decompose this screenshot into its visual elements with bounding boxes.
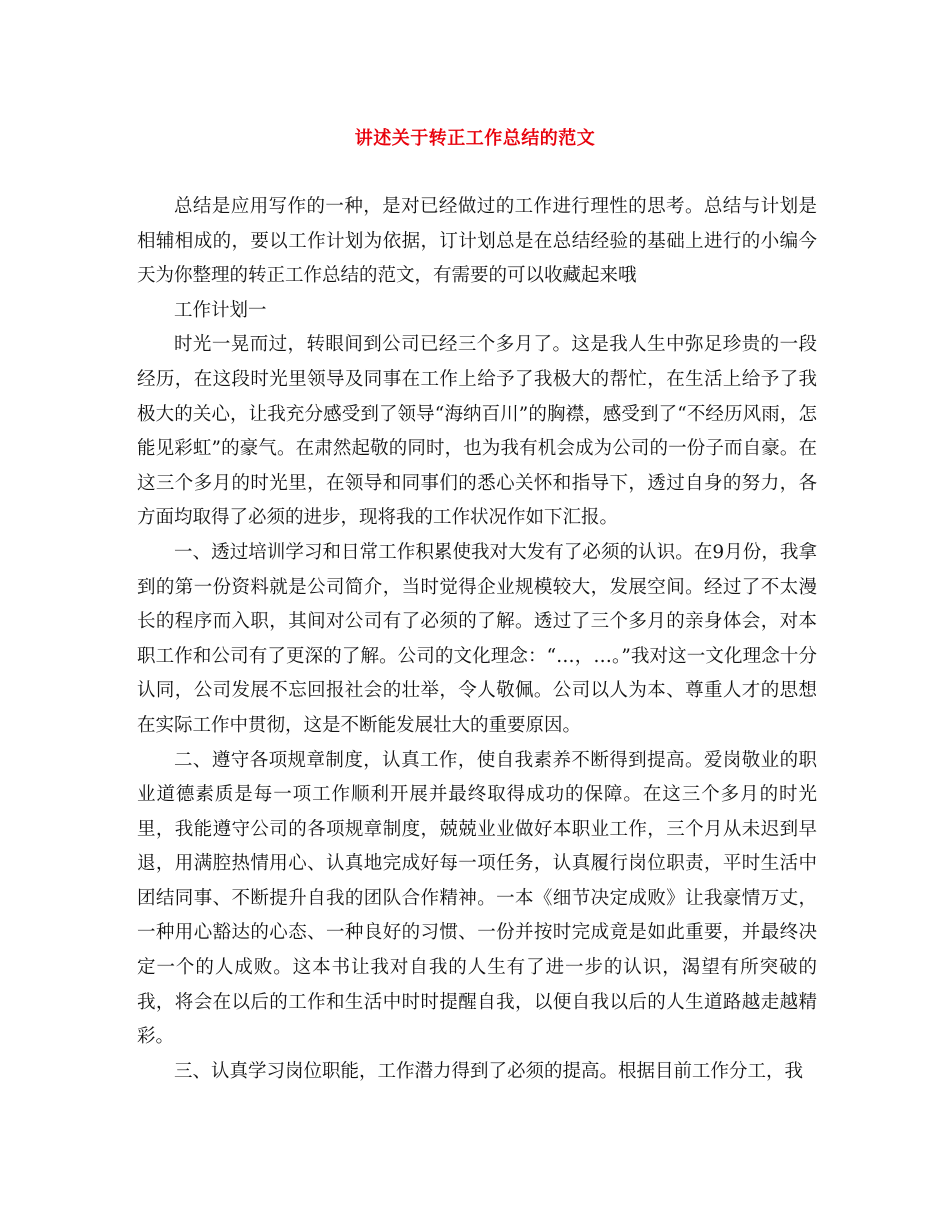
- body-paragraph: 三、认真学习岗位职能，工作潜力得到了必须的提高。根据目前工作分工，我: [174, 1060, 804, 1082]
- section-heading: 工作计划一: [174, 299, 267, 321]
- body-paragraph: 时光一晃而过，转眼间到公司已经三个多月了。这是我人生中弥足珍贵的一段经历，在这段时光里领导及同事在工作上给予了我极大的帮忙，在生活上给予了我极大的关心，让我充分感受到了领导“海纳百川”的胸襟，感受到了“不经历风雨，怎能见彩虹”的豪气。在肃然起敬的同时，也为我有机会成为公司的一份子而自豪。在这三个多月的时光里，在领导和同事们的悉心关怀和指导下，透过自身的努力，各方面均取得了必须的进步，现将我的工作状况作如下汇报。: [137, 334, 817, 529]
- body-paragraph: 一、透过培训学习和日常工作积累使我对大发有了必须的认识。在9月份，我拿到的第一份资料就是公司简介，当时觉得企业规模较大，发展空间。经过了不太漫长的程序而入职，其间对公司有了必须的了解。透过了三个多月的亲身体会，对本职工作和公司有了更深的了解。公司的文化理念：“…，…。”我对这一文化理念十分认同，公司发展不忘回报社会的壮举，令人敬佩。公司以人为本、尊重人才的思想在实际工作中贯彻，这是不断能发展壮大的重要原因。: [137, 541, 817, 736]
- document-body: [137, 190, 817, 1089]
- document-title: 讲述关于转正工作总结的范文: [354, 128, 596, 149]
- intro-paragraph: 总结是应用写作的一种，是对已经做过的工作进行理性的思考。总结与计划是相辅相成的，要以工作计划为依据，订计划总是在总结经验的基础上进行的小编今天为你整理的转正工作总结的范文，有需要的可以收藏起来哦: [137, 196, 817, 287]
- body-paragraph: 二、遵守各项规章制度，认真工作，使自我素养不断得到提高。爱岗敬业的职业道德素质是每一项工作顺利开展并最终取得成功的保障。在这三个多月的时光里，我能遵守公司的各项规章制度，兢兢业业做好本职业工作，三个月从未迟到早退，用满腔热情用心、认真地完成好每一项任务，认真履行岗位职责，平时生活中团结同事、不断提升自我的团队合作精神。一本《细节决定成败》让我豪情万丈，一种用心豁达的心态、一种良好的习惯、一份并按时完成竟是如此重要，并最终决定一个的人成败。这本书让我对自我的人生有了进一步的认识，渴望有所突破的我，将会在以后的工作和生活中时时提醒自我，以便自我以后的人生道路越走越精彩。: [137, 749, 817, 1048]
